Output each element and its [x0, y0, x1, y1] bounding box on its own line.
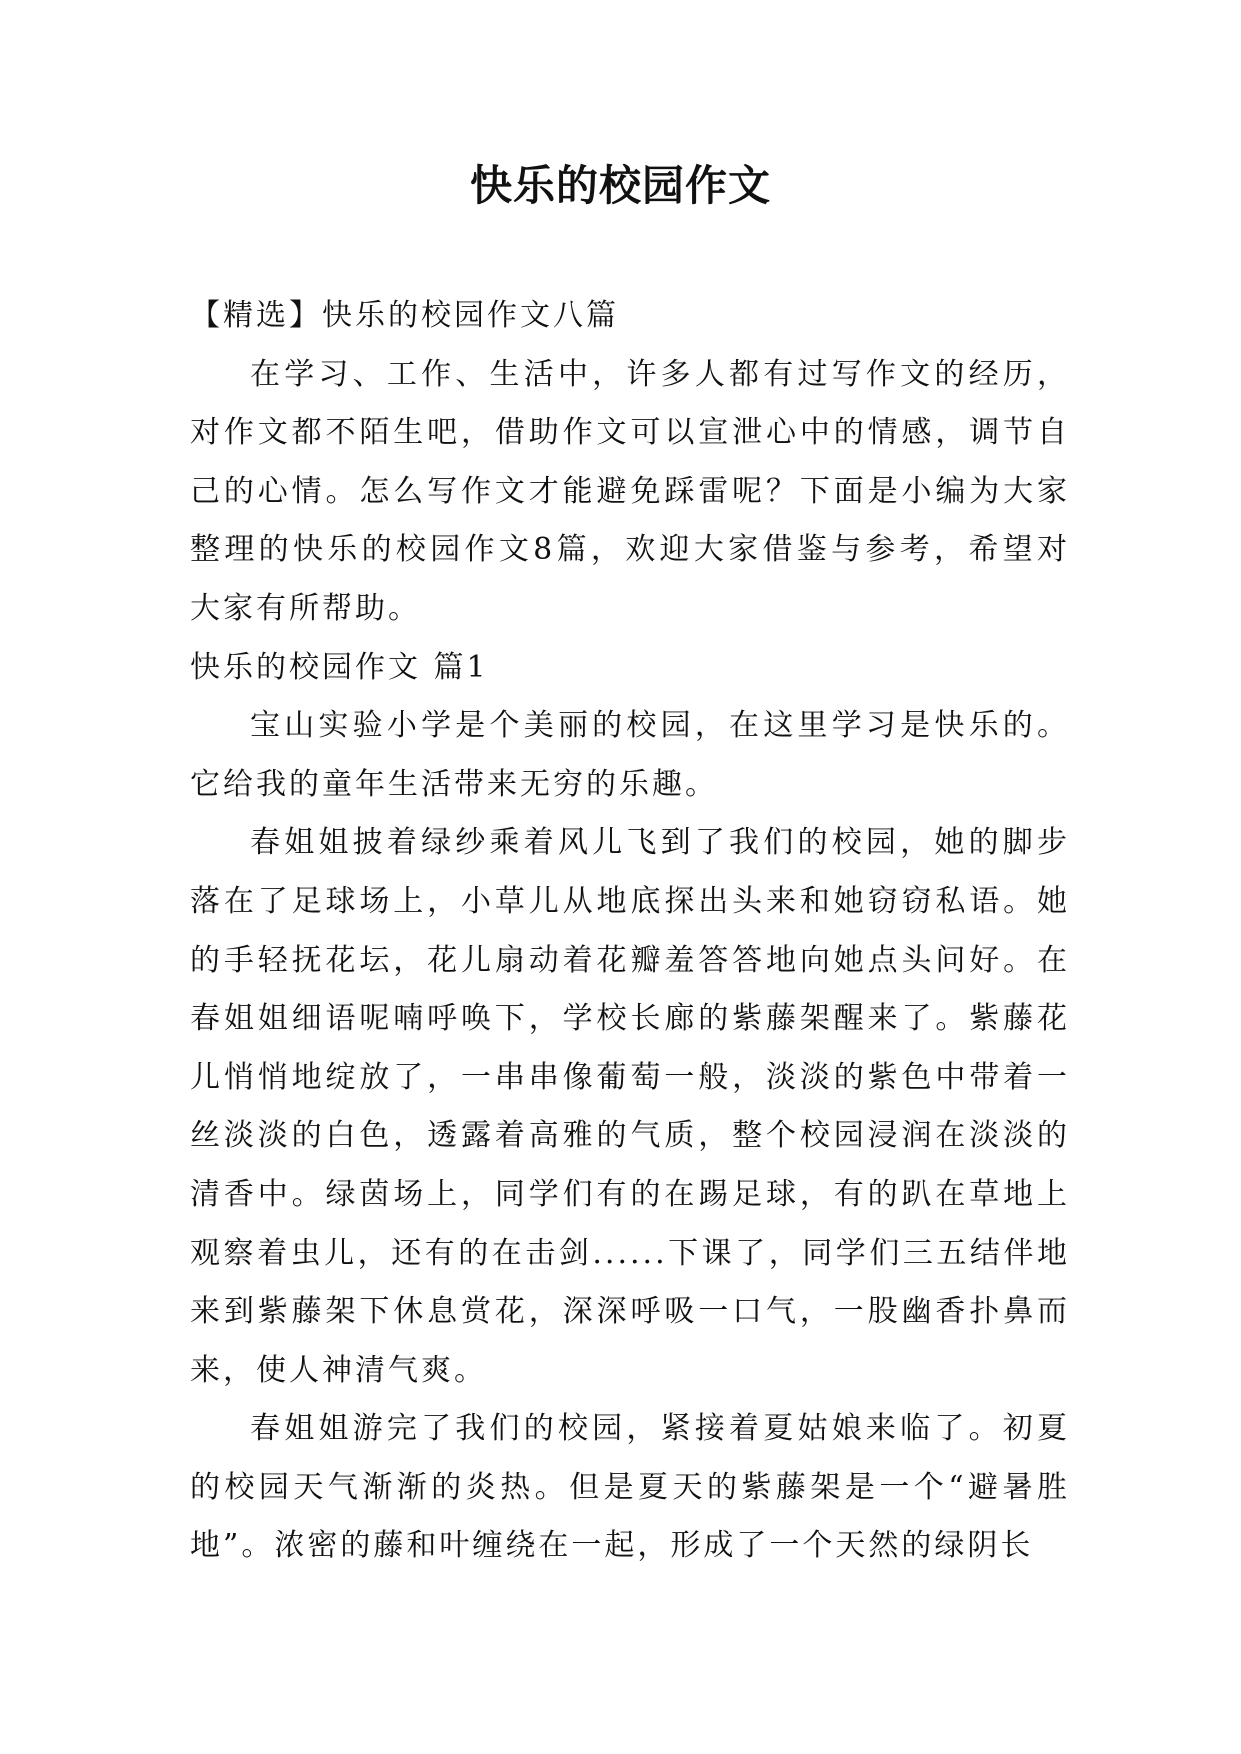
body-paragraph: 春姐姐游完了我们的校园，紧接着夏姑娘来临了。初夏的校园天气渐渐的炎热。但是夏天的紫藤架是一个“避暑胜地”。浓密的藤和叶缠绕在一起，形成了一个天然的绿阴长: [190, 1411, 1070, 1564]
document-body: [190, 287, 1070, 1576]
document-subtitle: 【精选】快乐的校园作文八篇: [190, 298, 619, 333]
section-heading: 快乐的校园作文 篇1: [190, 649, 489, 685]
body-paragraph: 宝山实验小学是个美丽的校园，在这里学习是快乐的。它给我的童年生活带来无穷的乐趣。: [190, 708, 1070, 802]
body-paragraph: 春姐姐披着绿纱乘着风儿飞到了我们的校园，她的脚步落在了足球场上，小草儿从地底探出头来和她窃窃私语。她的手轻抚花坛，花儿扇动着花瓣羞答答地向她点头问好。在春姐姐细语呢喃呼唤下，学校长廊的紫藤架醒来了。紫藤花儿悄悄地绽放了，一串串像葡萄一般，淡淡的紫色中带着一丝淡淡的白色，透露着高雅的气质，整个校园浸润在淡淡的清香中。绿茵场上，同学们有的在踢足球，有的趴在草地上观察着虫儿，还有的在击剑......下课了，同学们三五结伴地来到紫藤架下休息赏花，深深呼吸一口气，一股幽香扑鼻而来，使人神清气爽。: [190, 825, 1070, 1388]
intro-paragraph: 在学习、工作、生活中，许多人都有过写作文的经历，对作文都不陌生吧，借助作文可以宣泄心中的情感，调节自己的心情。怎么写作文才能避免踩雷呢？下面是小编为大家整理的快乐的校园作文8篇，欢迎大家借鉴与参考，希望对大家有所帮助。: [190, 356, 1070, 626]
document-title: 快乐的校园作文: [469, 161, 771, 210]
